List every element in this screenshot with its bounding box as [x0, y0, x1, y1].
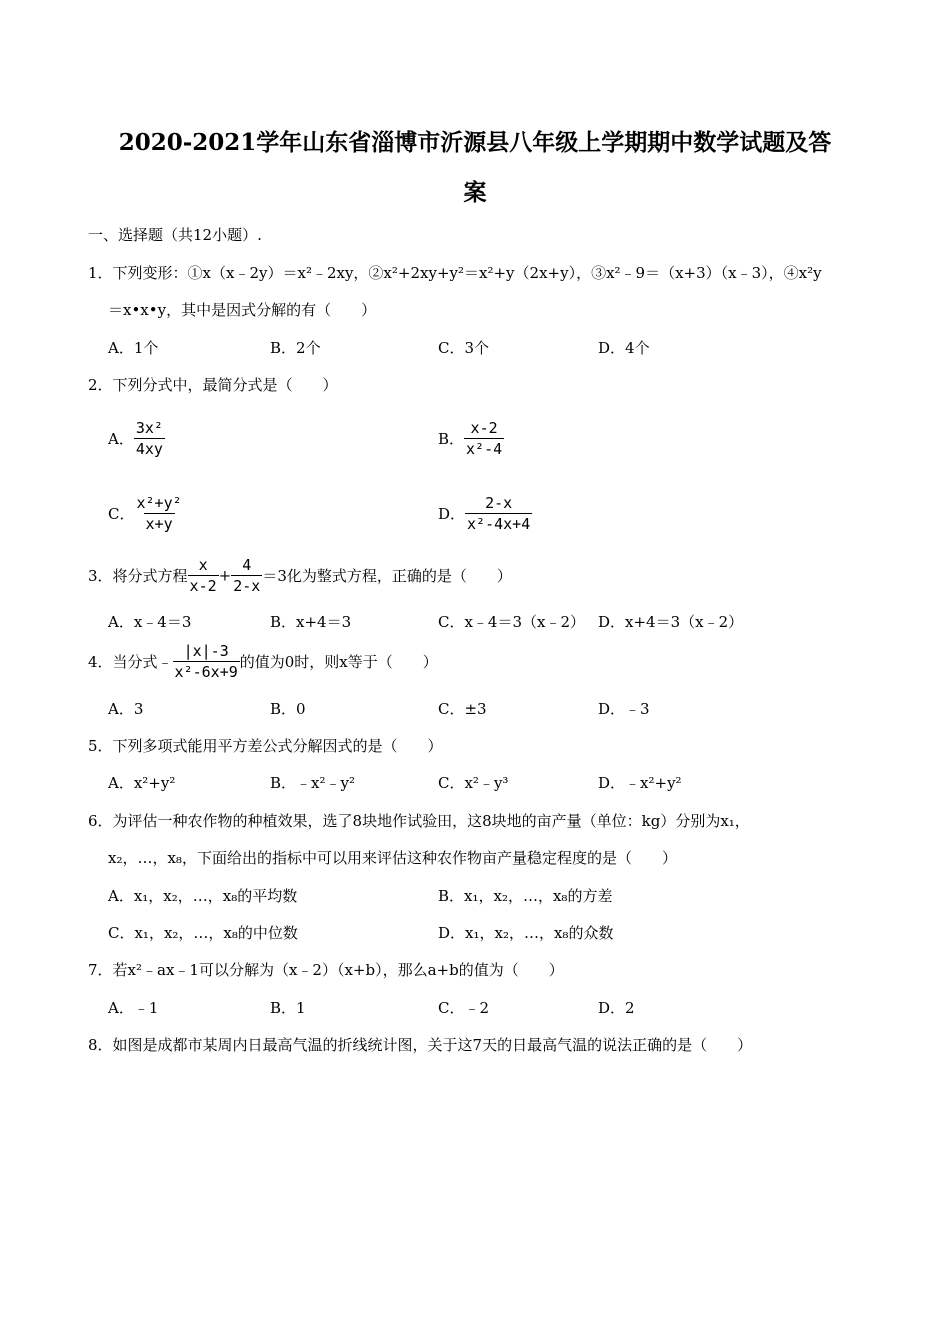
q6-stem-line1: 6．为评估一种农作物的种植效果，选了8块地作试验田，这8块地的亩产量（单位：kg）分别为x₁，	[88, 812, 750, 830]
q6-stem-line2: x₂，…，x₈，下面给出的指标中可以用来评估这种农作物亩产量稳定程度的是（ ）	[108, 849, 677, 867]
q5-stem: 5．下列多项式能用平方差公式分解因式的是（ ）	[88, 737, 443, 755]
q4-option-d: D．﹣3	[598, 700, 650, 718]
q2-option-c-numerator: x²+y²	[136, 494, 182, 512]
q3-option-c: C．x﹣4＝3（x﹣2）	[438, 613, 586, 631]
q2-option-d-denominator: x²-4x+4	[467, 515, 531, 533]
q4-option-a: A．3	[108, 700, 144, 718]
q1-option-a: A．1个	[108, 339, 159, 357]
document-title-line2: 案	[463, 179, 487, 206]
q8-stem: 8．如图是成都市某周内日最高气温的折线统计图，关于这7天的日最高气温的说法正确的是（ ）	[88, 1036, 753, 1054]
q3-fraction-2-numerator: 4	[242, 556, 252, 574]
q1-option-c: C．3个	[438, 339, 490, 357]
q4-fraction-denominator: x²-6x+9	[174, 663, 238, 681]
q6-option-d: D．x₁，x₂，…，x₈的众数	[438, 924, 614, 942]
q2-option-b-numerator: x-2	[470, 419, 498, 437]
q2-option-a-label: A．	[108, 430, 134, 448]
q2-option-a-numerator: 3x²	[135, 419, 163, 437]
q2-option-c-denominator: x+y	[145, 515, 173, 533]
q1-option-d: D．4个	[598, 339, 650, 357]
q5-option-c: C．x²﹣y³	[438, 774, 509, 792]
q2-option-a	[108, 418, 165, 459]
q2-option-a-fraction	[134, 418, 165, 459]
q3-option-b: B．x+4＝3	[270, 613, 352, 631]
q2-option-d-numerator: 2-x	[485, 494, 513, 512]
q7-option-b: B．1	[270, 999, 306, 1017]
section-heading: 一、选择题（共12小题）.	[88, 226, 262, 244]
q3-fraction-2	[231, 555, 262, 596]
q2-option-b-label: B．	[438, 430, 465, 448]
q2-option-d-fraction	[465, 493, 532, 534]
q3-fraction-1	[188, 555, 219, 596]
q2-option-c-label: C．	[108, 505, 135, 523]
q3-stem-pre: 3．将分式方程	[88, 567, 188, 585]
q7-stem: 7．若x²﹣ax﹣1可以分解为（x﹣2）（x+b），那么a+b的值为（ ）	[88, 961, 564, 979]
q4-stem-post: 的值为0时，则x等于（ ）	[239, 653, 438, 671]
q1-stem-line2: ＝x•x•y，其中是因式分解的有（ ）	[108, 301, 377, 319]
q5-option-b: B．﹣x²﹣y²	[270, 774, 355, 792]
q3-fraction-2-denominator: 2-x	[233, 577, 261, 595]
q2-option-a-denominator: 4xy	[135, 440, 163, 458]
q4-option-b: B．0	[270, 700, 306, 718]
q7-option-a: A．﹣1	[108, 999, 159, 1017]
q6-option-b: B．x₁，x₂，…，x₈的方差	[438, 887, 613, 905]
q2-option-c-fraction	[134, 493, 183, 534]
q4-stem	[88, 641, 438, 682]
q5-option-a: A．x²+y²	[108, 774, 176, 792]
q6-option-a: A．x₁，x₂，…，x₈的平均数	[108, 887, 298, 905]
q2-option-b-denominator: x²-4	[466, 440, 503, 458]
document-title-line1: 2020-2021学年山东省淄博市沂源县八年级上学期期中数学试题及答	[118, 129, 832, 156]
q3-option-d: D．x+4＝3（x﹣2）	[598, 613, 744, 631]
q3-stem-post: ＝3化为整式方程，正确的是（ ）	[262, 567, 512, 585]
q5-option-d: D．﹣x²+y²	[598, 774, 682, 792]
q7-option-d: D．2	[598, 999, 635, 1017]
q3-fraction-1-numerator: x	[198, 556, 208, 574]
q7-option-c: C．﹣2	[438, 999, 490, 1017]
q4-option-c: C．±3	[438, 700, 487, 718]
q2-option-b	[438, 418, 504, 459]
q2-option-b-fraction	[464, 418, 504, 459]
q3-fraction-1-denominator: x-2	[189, 577, 217, 595]
q1-stem-line1: 1．下列变形：①x（x﹣2y）＝x²﹣2xy，②x²+2xy+y²＝x²+y（2x+y），③x²﹣9＝（x+3）（x﹣3），④x²y	[88, 264, 822, 282]
q2-option-d-label: D．	[438, 505, 466, 523]
q2-option-d	[438, 493, 532, 534]
q2-option-c	[108, 493, 184, 534]
q3-option-a: A．x﹣4＝3	[108, 613, 192, 631]
q3-stem	[88, 555, 512, 596]
q4-fraction	[173, 641, 240, 682]
q3-plus: +	[218, 566, 232, 585]
q2-stem: 2．下列分式中，最简分式是（ ）	[88, 376, 338, 394]
q6-option-c: C．x₁，x₂，…，x₈的中位数	[108, 924, 298, 942]
q4-stem-pre: 4．当分式﹣	[88, 653, 173, 671]
q4-fraction-numerator: |x|-3	[183, 642, 229, 660]
q1-option-b: B．2个	[270, 339, 321, 357]
